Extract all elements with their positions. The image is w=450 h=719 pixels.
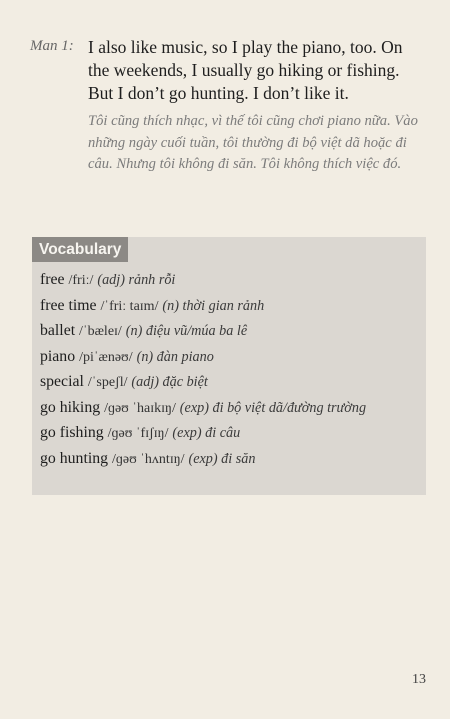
- vocab-word: free time: [40, 296, 97, 314]
- vocab-item-special: [40, 371, 415, 394]
- vocab-word: free: [40, 271, 65, 288]
- vocab-word: go hiking: [40, 398, 101, 416]
- vocab-item-go-hunting: [40, 448, 415, 471]
- vocab-word: special: [40, 373, 84, 390]
- vocabulary-box: [32, 237, 426, 495]
- vocab-ipa: /friː/: [68, 273, 94, 288]
- vocab-item-free: [40, 269, 415, 292]
- vocab-item-go-fishing: [40, 422, 415, 445]
- vocab-gloss: (exp) đi câu: [172, 425, 241, 441]
- vocabulary-heading: Vocabulary: [32, 237, 128, 262]
- vietnamese-translation: Tôi cũng thích nhạc, vì thế tôi cũng chơi piano nữa. Vào những ngày cuối tuần, tôi thường đi bộ việt dã hoặc đi câu. Nhưng tôi không đi săn. Tôi không thích việc đó.: [88, 113, 418, 172]
- vocab-ipa: /ˈfriː taɪm/: [100, 298, 159, 314]
- vocab-gloss: (adj) đặc biệt: [131, 374, 208, 390]
- vocab-gloss: (exp) đi bộ việt dã/đường trường: [179, 399, 367, 416]
- vocab-ipa: /ɡəʊ ˈhʌntɪŋ/: [111, 451, 185, 467]
- vocab-item-go-hiking: [40, 397, 415, 420]
- speaker-label: Man 1:: [30, 38, 74, 54]
- vocab-item-piano: [40, 346, 415, 369]
- english-dialog-text: I also like music, so I play the piano, too. On the weekends, I usually go hiking or fishing. But I don’t go hunting. I don’t like it.: [88, 37, 403, 103]
- vocabulary-list: [40, 269, 415, 473]
- vocab-word: go hunting: [40, 449, 109, 467]
- page-number: 13: [412, 672, 426, 687]
- vocab-gloss: (n) đàn piano: [136, 348, 214, 365]
- vocab-ipa: /ɡəʊ ˈfɪʃɪŋ/: [107, 426, 169, 441]
- vocab-word: piano: [40, 347, 76, 365]
- vocab-word: go fishing: [40, 424, 104, 441]
- vocab-gloss: (n) thời gian rảnh: [162, 297, 265, 314]
- vocab-item-ballet: [40, 320, 415, 343]
- vocab-gloss: (exp) đi săn: [188, 450, 256, 467]
- vocab-gloss: (adj) rảnh rỗi: [97, 272, 176, 288]
- dialog-block: [30, 36, 425, 176]
- vocab-ipa: /piˈænəʊ/: [79, 349, 133, 365]
- vocab-item-free-time: [40, 295, 415, 318]
- vocab-ipa: /ˈbæleɪ/: [79, 324, 122, 339]
- vocab-ipa: /ɡəʊ ˈhaɪkɪŋ/: [104, 400, 176, 416]
- vocab-ipa: /ˈspeʃl/: [87, 375, 128, 390]
- vocab-gloss: (n) điệu vũ/múa ba lê: [125, 323, 248, 339]
- vocab-word: ballet: [40, 322, 76, 339]
